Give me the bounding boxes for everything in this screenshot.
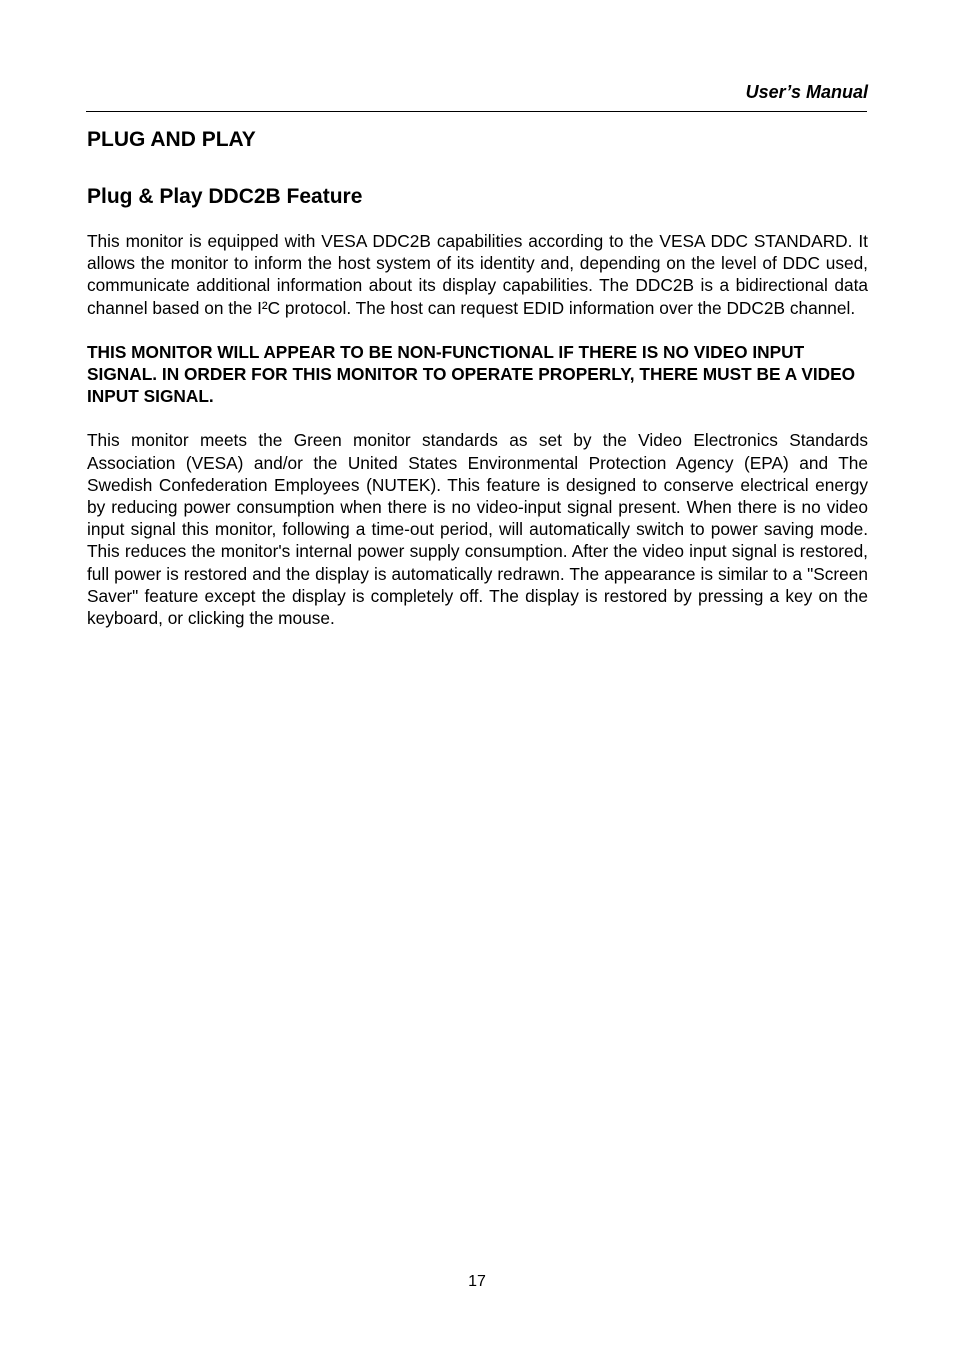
page-number: 17 <box>468 1273 486 1290</box>
green-standards-paragraph: This monitor meets the Green monitor standards as set by the Video Electronics Standards Association (VESA) and/or the United States Environmental Protection Agency (EPA) and The Swedish Confederation Employees (NUTEK). This feature is designed to conserve electrical energy by reducing power consumption when there is no video-input signal present. When there is no video input signal this monitor, following a time-out period, will automatically switch to power saving mode. This reduces the monitor's internal power supply consumption. After the video input signal is restored, full power is restored and the display is automatically redrawn. The appearance is similar to a "Screen Saver" feature except the display is completely off. The display is restored by pressing a key on the keyboard, or clicking the mouse. <box>87 430 868 629</box>
page-content <box>87 127 868 629</box>
running-header-title: User’s Manual <box>745 82 868 102</box>
header-rule <box>86 111 867 112</box>
section-title: PLUG AND PLAY <box>87 128 256 151</box>
section-subtitle: Plug & Play DDC2B Feature <box>87 185 363 208</box>
warning-paragraph: THIS MONITOR WILL APPEAR TO BE NON-FUNCTIONAL IF THERE IS NO VIDEO INPUT SIGNAL. IN ORDER FOR THIS MONITOR TO OPERATE PROPERLY, THERE MUST BE A VIDEO INPUT SIGNAL. <box>87 341 856 407</box>
ddc2b-paragraph: This monitor is equipped with VESA DDC2B capabilities according to the VESA DDC STANDARD. It allows the monitor to inform the host system of its identity and, depending on the level of DDC used, communicate additional information about its display capabilities. The DDC2B is a bidirectional data channel based on the I²C protocol. The host can request EDID information over the DDC2B channel. <box>87 231 868 318</box>
